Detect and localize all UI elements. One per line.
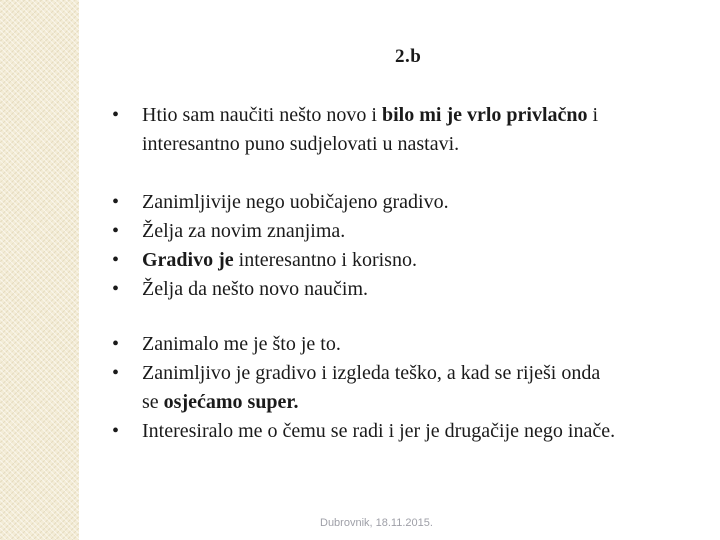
bullet-text-continued: se bbox=[142, 391, 164, 413]
bullet-text: Zanimalo me je što je to. bbox=[142, 333, 341, 355]
bullet-text: Želja za novim znanjima. bbox=[142, 220, 346, 242]
bullet-group-2 bbox=[112, 188, 449, 304]
bullet-text: Želja da nešto novo naučim. bbox=[142, 278, 369, 300]
bullet-item bbox=[112, 101, 598, 159]
bullet-text-bold: bilo mi je vrlo privlačno bbox=[381, 104, 588, 126]
bullet-text: Zanimljivije nego uobičajeno gradivo. bbox=[142, 191, 449, 213]
slide-title: 2.b bbox=[395, 46, 422, 67]
footer-date-location: Dubrovnik, 18.11.2015. bbox=[320, 517, 433, 529]
bullet-item bbox=[112, 217, 449, 246]
bullet-item bbox=[112, 275, 449, 304]
bullet-text: i bbox=[587, 104, 599, 126]
bullet-item bbox=[112, 359, 615, 417]
bullet-item bbox=[112, 330, 615, 359]
bullet-text-bold: Gradivo je bbox=[142, 249, 234, 271]
bullet-text: Interesiralo me o čemu se radi i jer je drugačije nego inače. bbox=[142, 420, 616, 442]
bullet-group-3 bbox=[112, 330, 615, 446]
bullet-item bbox=[112, 246, 449, 275]
bullet-item bbox=[112, 417, 615, 446]
decorative-side-strip bbox=[0, 0, 79, 540]
bullet-text-bold: osjećamo super. bbox=[163, 391, 299, 413]
bullet-text: interesantno i korisno. bbox=[233, 249, 417, 271]
bullet-text: Zanimljivo je gradivo i izgleda teško, a kad se riješi onda bbox=[142, 362, 601, 384]
bullet-text: Htio sam naučiti nešto novo i bbox=[142, 104, 382, 126]
bullet-item bbox=[112, 188, 449, 217]
bullet-text-continued: interesantno puno sudjelovati u nastavi. bbox=[142, 133, 460, 155]
bullet-group-1 bbox=[112, 101, 598, 159]
